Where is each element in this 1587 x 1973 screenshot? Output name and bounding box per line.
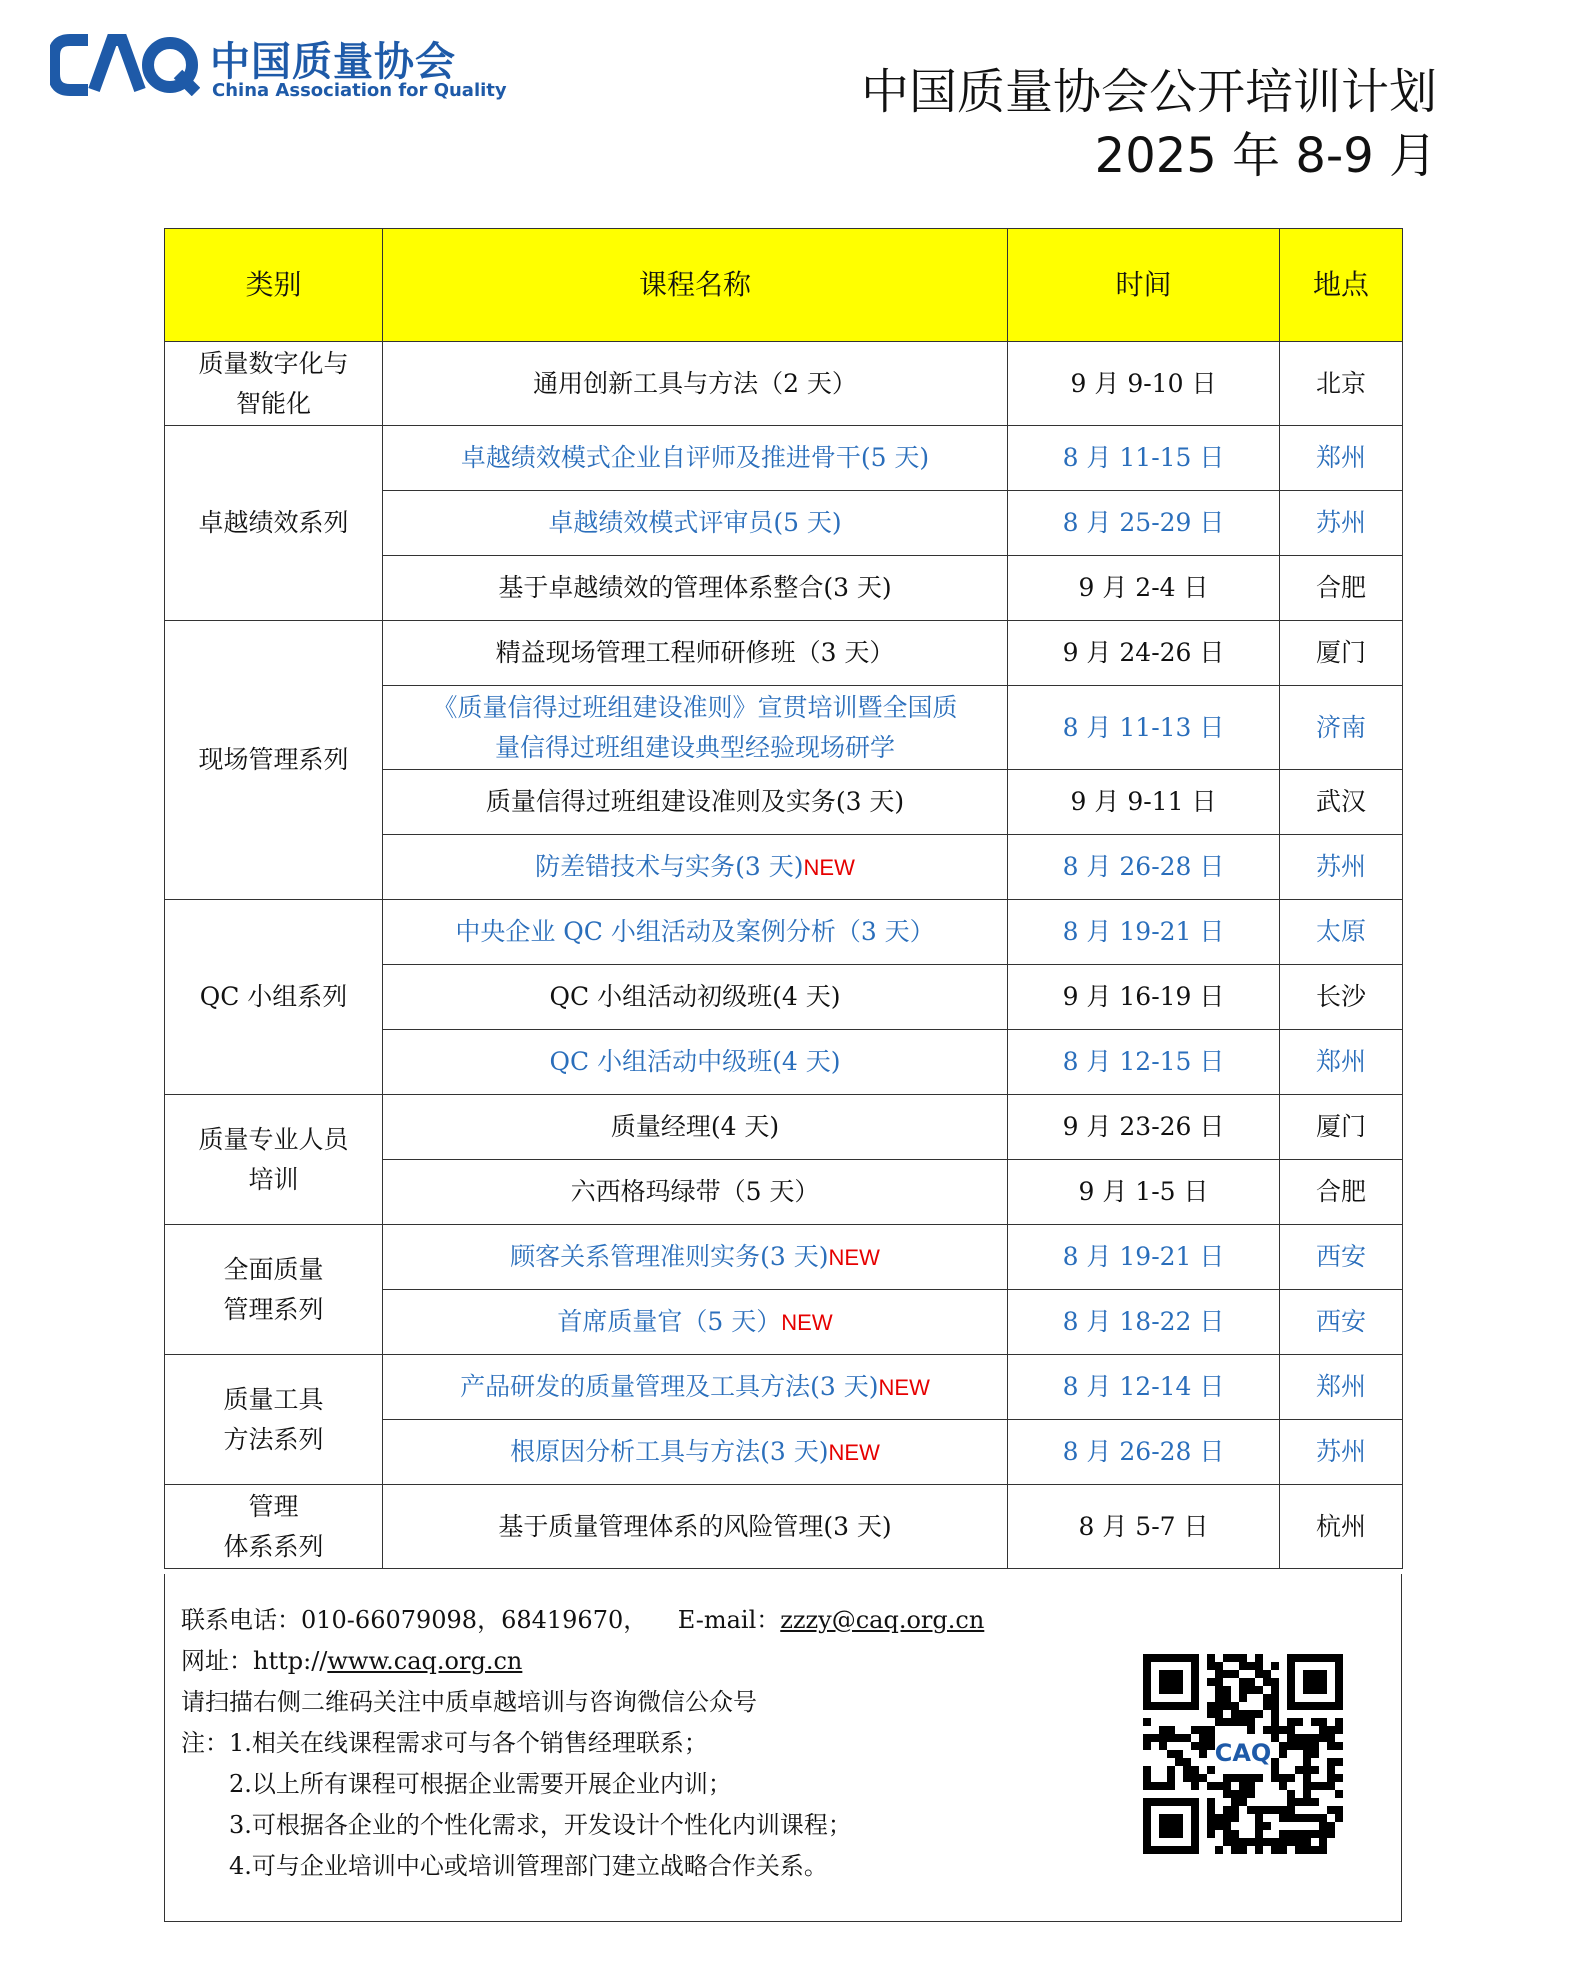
course-name-cell: 六西格玛绿带（5 天） (383, 1160, 1008, 1225)
contact-footer (164, 1574, 1402, 1922)
website-link[interactable]: www.caq.org.cn (327, 1647, 523, 1675)
title-line-2: 2025 年 8-9 月 (1094, 128, 1437, 184)
place-cell: 苏州 (1280, 835, 1403, 900)
category-cell: QC 小组系列 (165, 900, 383, 1095)
date-cell: 9 月 23-26 日 (1008, 1095, 1280, 1160)
new-badge: NEW (878, 1374, 930, 1400)
place-cell: 太原 (1280, 900, 1403, 965)
course-name-cell: 通用创新工具与方法（2 天） (383, 342, 1008, 426)
wechat-note: 请扫描右侧二维码关注中质卓越培训与咨询微信公众号 (181, 1688, 757, 1716)
table-row (165, 621, 1403, 686)
place-cell: 郑州 (1280, 1355, 1403, 1420)
place-cell: 厦门 (1280, 1095, 1403, 1160)
date-cell: 8 月 18-22 日 (1008, 1290, 1280, 1355)
phone-label: 联系电话： (181, 1606, 301, 1634)
contact-line (181, 1600, 984, 1641)
course-name-cell: 质量信得过班组建设准则及实务(3 天) (383, 770, 1008, 835)
course-name-cell: 卓越绩效模式企业自评师及推进骨干(5 天) (383, 426, 1008, 491)
new-badge: NEW (828, 1439, 880, 1465)
note-4: 4.可与企业培训中心或培训管理部门建立战略合作关系。 (229, 1852, 828, 1880)
course-name-cell: 基于卓越绩效的管理体系整合(3 天) (383, 556, 1008, 621)
place-cell: 厦门 (1280, 621, 1403, 686)
email-label: E-mail： (677, 1606, 781, 1634)
place-cell: 北京 (1280, 342, 1403, 426)
table-row (165, 1485, 1403, 1569)
note-2: 2.以上所有课程可根据企业需要开展企业内训； (229, 1770, 732, 1798)
title-line-1: 中国质量协会公开培训计划 (860, 64, 1437, 120)
new-badge: NEW (828, 1244, 880, 1270)
date-cell: 9 月 9-11 日 (1008, 770, 1280, 835)
course-name-cell: 防差错技术与实务(3 天)NEW (383, 835, 1008, 900)
place-cell: 西安 (1280, 1290, 1403, 1355)
date-cell: 8 月 11-13 日 (1008, 686, 1280, 770)
caq-logo-mark (50, 34, 200, 96)
new-badge: NEW (781, 1309, 833, 1335)
qr-logo-text: CAQ (1214, 1739, 1272, 1768)
table-header-row (165, 229, 1403, 342)
place-cell: 武汉 (1280, 770, 1403, 835)
place-cell: 西安 (1280, 1225, 1403, 1290)
course-name-cell: QC 小组活动初级班(4 天) (383, 965, 1008, 1030)
course-name-cell: 《质量信得过班组建设准则》宣贯培训暨全国质 量信得过班组建设典型经验现场研学 (383, 686, 1008, 770)
course-name-cell: 精益现场管理工程师研修班（3 天） (383, 621, 1008, 686)
date-cell: 8 月 12-14 日 (1008, 1355, 1280, 1420)
date-cell: 9 月 24-26 日 (1008, 621, 1280, 686)
new-badge: NEW (803, 854, 855, 880)
table-row (165, 342, 1403, 426)
category-cell: 现场管理系列 (165, 621, 383, 900)
place-cell: 长沙 (1280, 965, 1403, 1030)
note-1: 注：1.相关在线课程需求可与各个销售经理联系； (181, 1729, 708, 1757)
date-cell: 9 月 16-19 日 (1008, 965, 1280, 1030)
category-cell: 质量专业人员 培训 (165, 1095, 383, 1225)
date-cell: 8 月 19-21 日 (1008, 900, 1280, 965)
place-cell: 济南 (1280, 686, 1403, 770)
email-link[interactable]: zzzy@caq.org.cn (780, 1606, 985, 1634)
date-cell: 9 月 2-4 日 (1008, 556, 1280, 621)
course-name-cell: 质量经理(4 天) (383, 1095, 1008, 1160)
table-row (165, 1225, 1403, 1290)
date-cell: 8 月 11-15 日 (1008, 426, 1280, 491)
header-course: 课程名称 (383, 229, 1008, 342)
date-cell: 8 月 25-29 日 (1008, 491, 1280, 556)
category-cell: 全面质量 管理系列 (165, 1225, 383, 1355)
place-cell: 郑州 (1280, 426, 1403, 491)
category-cell: 质量数字化与 智能化 (165, 342, 383, 426)
note-3: 3.可根据各企业的个性化需求，开发设计个性化内训课程； (229, 1811, 852, 1839)
header-category: 类别 (165, 229, 383, 342)
place-cell: 合肥 (1280, 556, 1403, 621)
course-name-cell: 基于质量管理体系的风险管理(3 天) (383, 1485, 1008, 1569)
place-cell: 杭州 (1280, 1485, 1403, 1569)
course-name-cell: QC 小组活动中级班(4 天) (383, 1030, 1008, 1095)
logo-name-en: China Association for Quality (212, 80, 507, 101)
category-cell: 管理 体系系列 (165, 1485, 383, 1569)
phone-number: 010-66079098，68419670， (301, 1606, 648, 1634)
logo-name-cn: 中国质量协会 (210, 39, 456, 85)
date-cell: 8 月 12-15 日 (1008, 1030, 1280, 1095)
date-cell: 8 月 26-28 日 (1008, 1420, 1280, 1485)
category-cell: 质量工具 方法系列 (165, 1355, 383, 1485)
course-name-cell: 首席质量官（5 天）NEW (383, 1290, 1008, 1355)
course-name-cell: 卓越绩效模式评审员(5 天) (383, 491, 1008, 556)
course-name-cell: 中央企业 QC 小组活动及案例分析（3 天） (383, 900, 1008, 965)
header-place: 地点 (1280, 229, 1403, 342)
place-cell: 郑州 (1280, 1030, 1403, 1095)
page-title (861, 60, 1437, 188)
place-cell: 苏州 (1280, 491, 1403, 556)
date-cell: 9 月 1-5 日 (1008, 1160, 1280, 1225)
website-line (181, 1641, 984, 1682)
date-cell: 9 月 9-10 日 (1008, 342, 1280, 426)
website-label: 网址： (181, 1647, 253, 1675)
table-row (165, 426, 1403, 491)
header-date: 时间 (1008, 229, 1280, 342)
table-row (165, 900, 1403, 965)
place-cell: 苏州 (1280, 1420, 1403, 1485)
date-cell: 8 月 19-21 日 (1008, 1225, 1280, 1290)
date-cell: 8 月 26-28 日 (1008, 835, 1280, 900)
course-name-cell: 产品研发的质量管理及工具方法(3 天)NEW (383, 1355, 1008, 1420)
course-name-cell: 顾客关系管理准则实务(3 天)NEW (383, 1225, 1008, 1290)
place-cell: 合肥 (1280, 1160, 1403, 1225)
contact-info (181, 1600, 984, 1887)
category-cell: 卓越绩效系列 (165, 426, 383, 621)
wechat-qr-code (1143, 1654, 1343, 1854)
table-row (165, 1095, 1403, 1160)
table-body (165, 342, 1403, 1569)
training-plan-table (164, 228, 1403, 1569)
table-row (165, 1355, 1403, 1420)
caq-logo (50, 30, 507, 105)
date-cell: 8 月 5-7 日 (1008, 1485, 1280, 1569)
course-name-cell: 根原因分析工具与方法(3 天)NEW (383, 1420, 1008, 1485)
website-prefix: http:// (253, 1647, 328, 1675)
